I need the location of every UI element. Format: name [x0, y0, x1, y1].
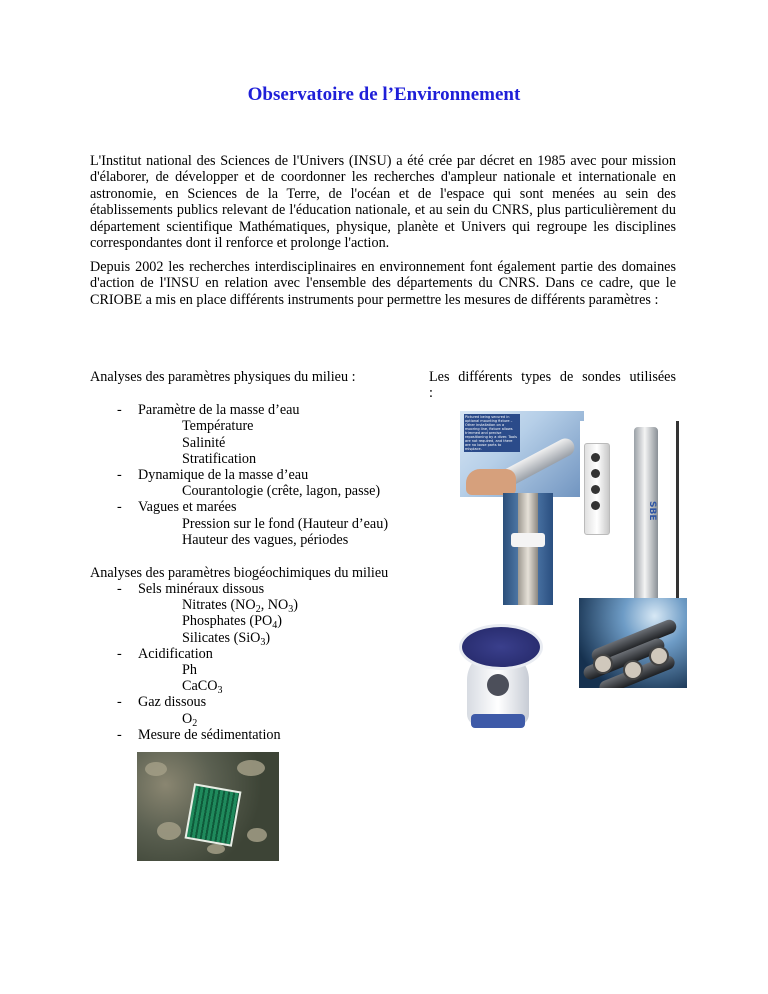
buoy-instrument-photo	[453, 620, 543, 732]
list-item: - Acidification	[117, 645, 213, 662]
list-item: - Sels minéraux dissous	[117, 581, 265, 598]
context-paragraph: Depuis 2002 les recherches interdisciplinaires en environnement font également partie des domaines d'action de l'INSU en relation avec l'ensemble des départements du CNRS. Dans ce cadre, que le CRIOBE a mis en place différents instruments pour permettre les mesures de différents paramètres :	[90, 259, 676, 308]
biogeo-heading: Analyses des paramètres biogéochimiques du milieu	[90, 564, 389, 581]
list-subitem: Ph	[182, 662, 197, 678]
sediment-trap-photo	[137, 752, 279, 861]
list-subitem: Stratification	[182, 450, 257, 467]
probe-rod-photo	[503, 493, 553, 605]
sbe-sensor-photo	[580, 421, 687, 618]
list-subitem: Silicates (SiO$_3$)	[182, 629, 271, 648]
underwater-tubes-photo	[579, 598, 687, 688]
list-subitem: Salinité	[182, 434, 226, 451]
sbe-logo: SBE	[647, 501, 657, 521]
list-subitem: Température	[182, 418, 254, 435]
page-title: Observatoire de l’Environnement	[247, 84, 521, 105]
list-subitem: Nitrates ($NO_2$, $NO_3$)	[182, 597, 299, 616]
list-item: - Dynamique de la masse d’eau	[117, 466, 309, 483]
probes-heading: Les différents types de sondes utilisées :	[429, 369, 676, 402]
list-item: - Paramètre de la masse d’eau	[117, 402, 300, 419]
list-subitem: Hauteur des vagues, périodes	[182, 531, 349, 548]
list-item: - Gaz dissous	[117, 694, 207, 711]
list-subitem: Courantologie (crête, lagon, passe)	[182, 483, 381, 500]
analyses-column	[90, 369, 440, 743]
physical-heading: Analyses des paramètres physiques du milieu :	[90, 369, 356, 385]
list-subitem: Pression sur le fond (Hauteur d’eau)	[182, 515, 389, 532]
list-subitem: Phosphates $(PO_4)$	[182, 613, 282, 632]
list-subitem: CaCO$_3$	[182, 678, 223, 697]
list-item: - Vagues et marées	[117, 499, 237, 516]
probe-mounting-photo	[460, 411, 584, 497]
list-subitem: $O_2$	[182, 710, 198, 729]
probe-caption: Pictured being secured in optional mounting fixture – Other installation on a mooring line, fixture allows trimmed and precise repositioning by a diver. Tools are not required, and there are no loose parts to misplace.	[464, 414, 520, 452]
intro-paragraph: L'Institut national des Sciences de l'Univers (INSU) a été crée par décret en 1985 avec pour mission d'élaborer, de développer et de coordonner les recherches d'ampleur nationale et internationale en astronomie, en Sciences de la Terre, de l'océan et de l'espace qui sont menées au sein des établissements publics relevant de l'éducation nationale, et au sein du CNRS, plus particulièrement du département scientifique Mathématiques, physique, planète et Univers qui regroupe les disciplines correspondantes dont il renforce et prolonge l'action.	[90, 153, 676, 252]
probes-column	[429, 369, 676, 401]
list-item: - Mesure de sédimentation	[117, 726, 281, 743]
